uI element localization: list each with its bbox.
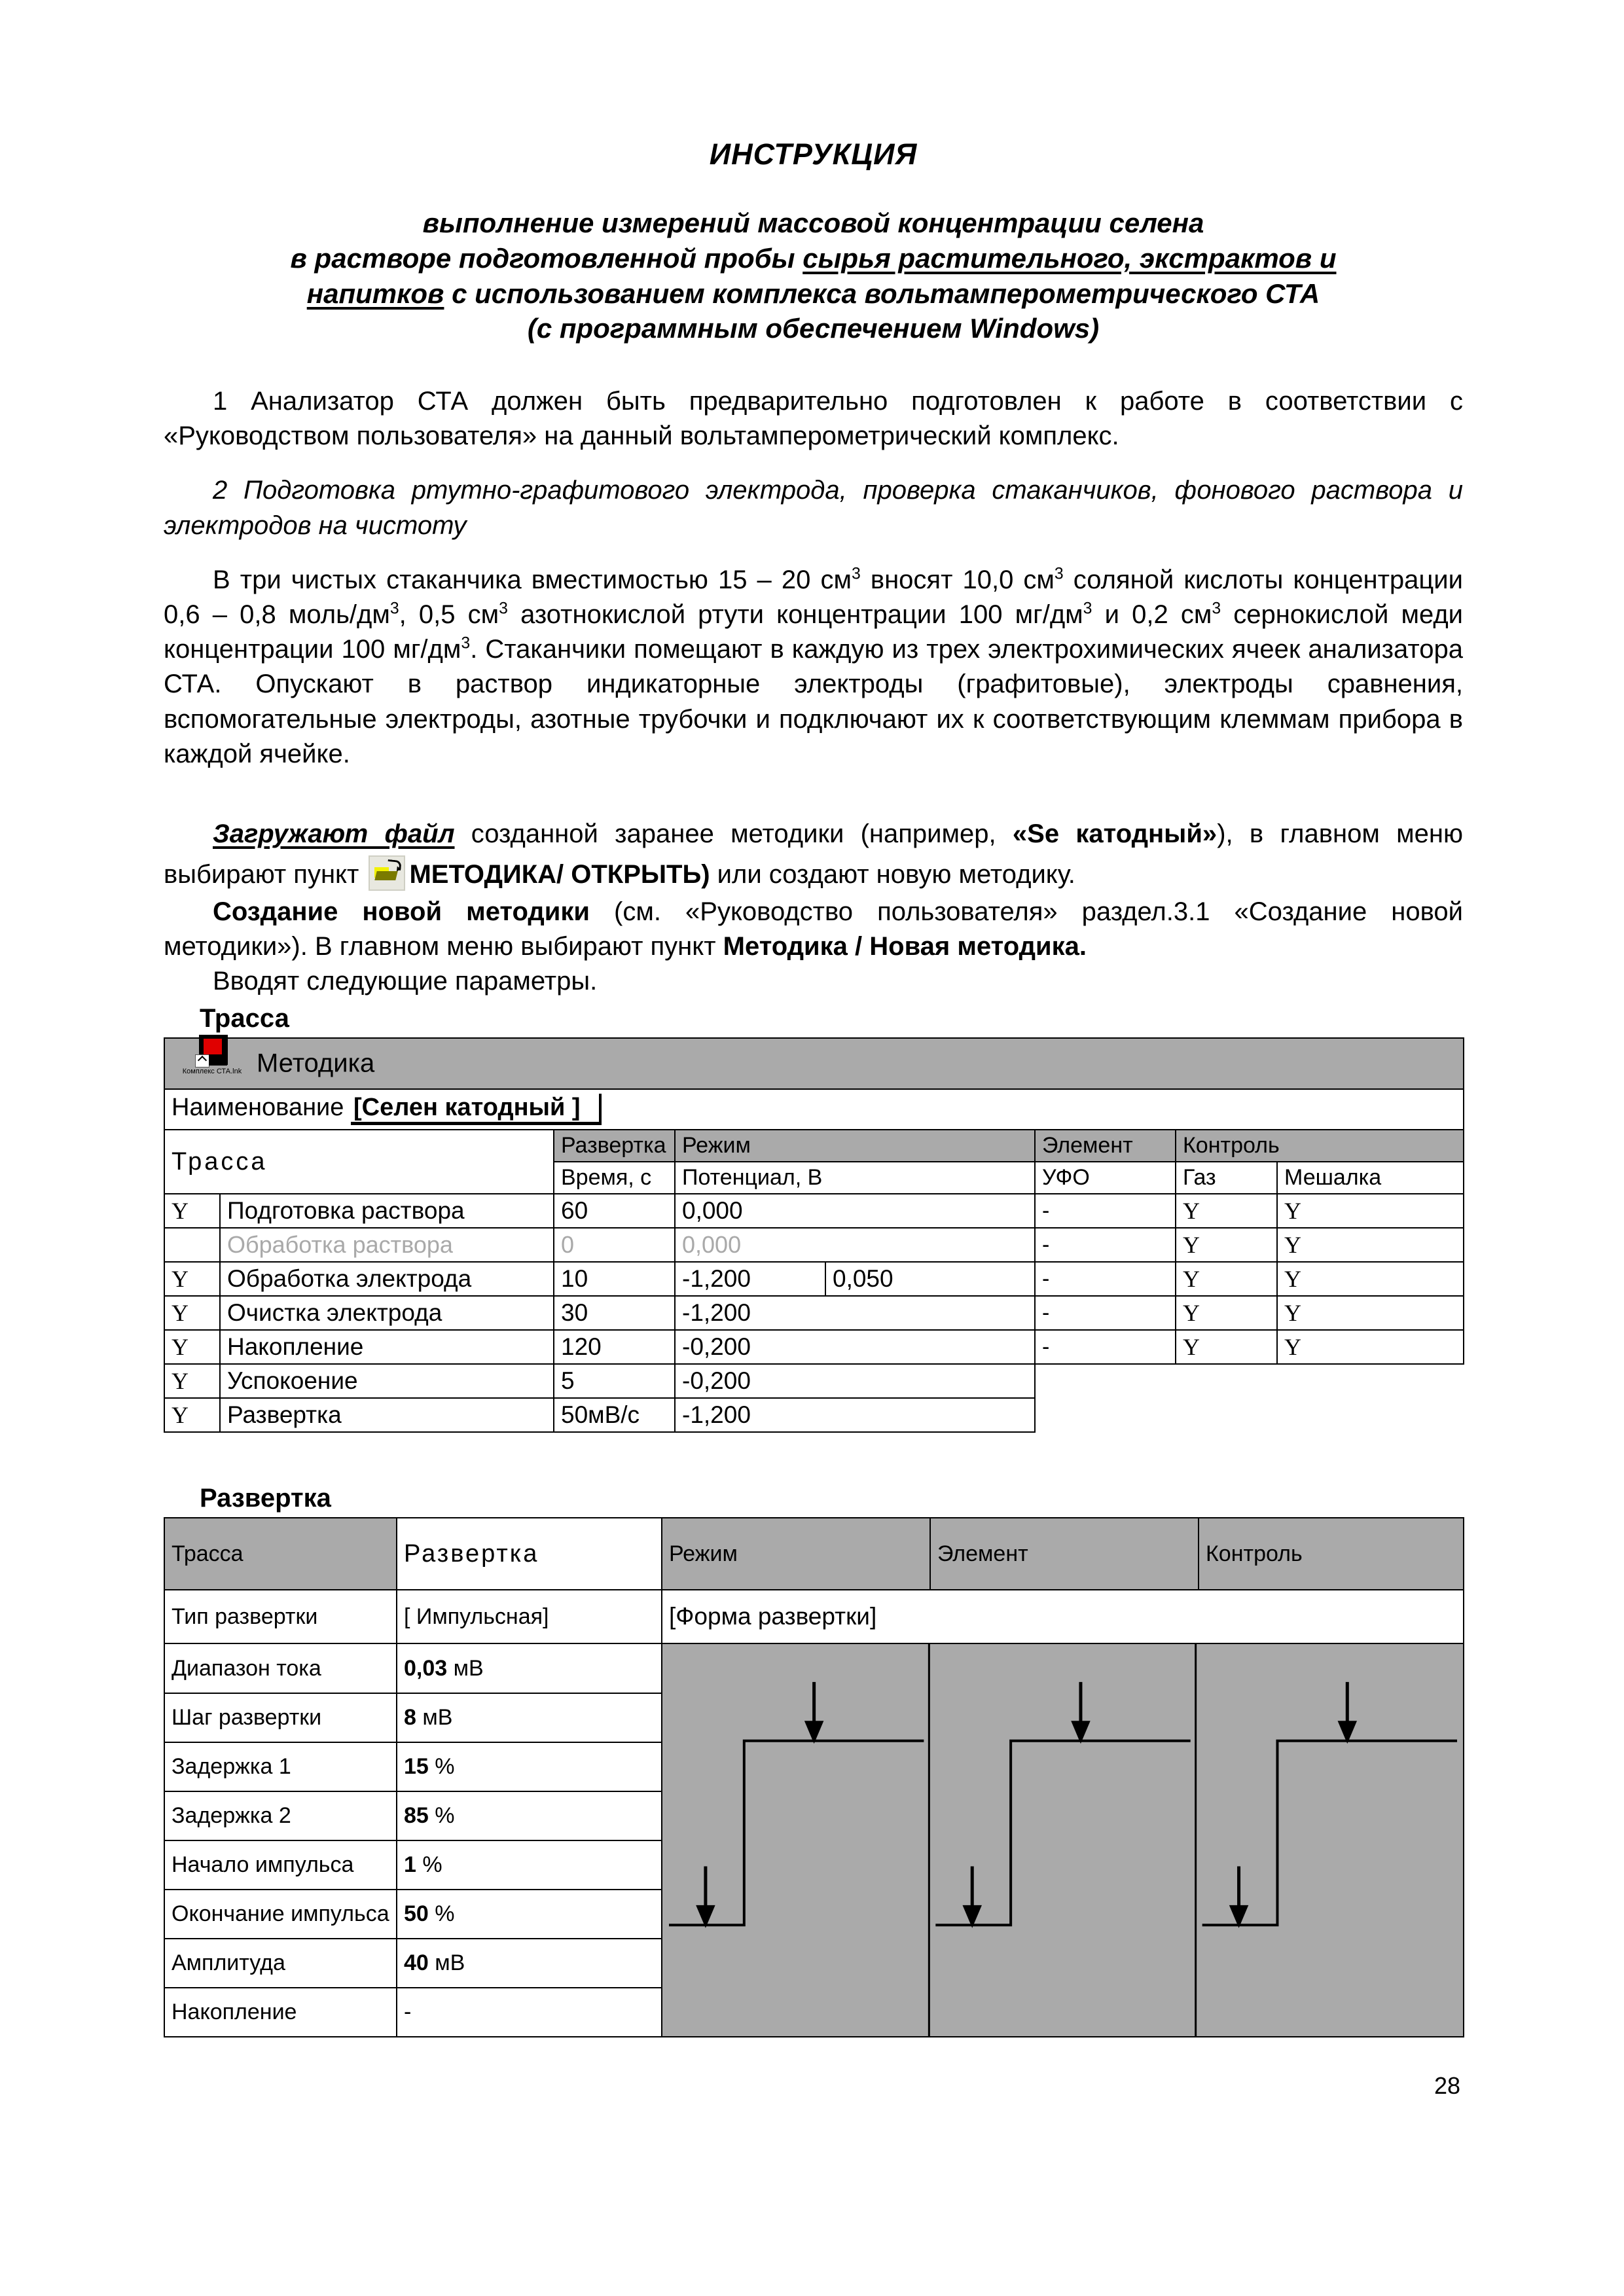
row-gaz: Y bbox=[1176, 1330, 1277, 1364]
table-row[interactable] bbox=[164, 1262, 1464, 1296]
page-content bbox=[164, 137, 1463, 2037]
paragraph-2 bbox=[164, 473, 1463, 543]
row-flag bbox=[164, 1228, 220, 1262]
row-ufo: - bbox=[1035, 1296, 1176, 1330]
row-flag: Y bbox=[164, 1194, 220, 1228]
row-meshalka: Y bbox=[1277, 1296, 1464, 1330]
p3-g: , 0,5 см bbox=[399, 600, 499, 629]
row-meshalka: Y bbox=[1277, 1228, 1464, 1262]
p3-i: азотнокислой ртути концентрации 100 мг/дм bbox=[507, 600, 1083, 629]
t2-label-zaderzhka-1: Задержка 1 bbox=[164, 1742, 397, 1791]
row-time: 120 bbox=[554, 1330, 675, 1364]
t2-header-kontrol[interactable]: Контроль bbox=[1199, 1518, 1464, 1590]
row-name: Успокоение bbox=[220, 1364, 554, 1398]
subtitle-3-underlined: напитков bbox=[306, 278, 444, 309]
subtitle-line-4: (с программным обеспечением Windows) bbox=[527, 313, 1100, 344]
row-ufo: - bbox=[1035, 1228, 1176, 1262]
table-row[interactable] bbox=[164, 1330, 1464, 1364]
p3-k: и 0,2 см bbox=[1092, 600, 1212, 629]
table-row[interactable] bbox=[164, 1296, 1464, 1330]
t2-header-rezhim[interactable]: Режим bbox=[662, 1518, 930, 1590]
p5-t1: (см. «Руководство пользователя» раздел.3.1 «Создание новой методики»). В главном меню выбирают пункт bbox=[164, 897, 1463, 961]
p4-t1: созданной заранее методики (например, bbox=[454, 819, 1013, 848]
table-razvertka bbox=[164, 1517, 1464, 2037]
name-field-value[interactable]: [Селен катодный ] bbox=[351, 1094, 602, 1125]
row-name: Развертка bbox=[220, 1398, 554, 1432]
page-title: ИНСТРУКЦИЯ bbox=[709, 137, 918, 171]
t2-header-trassa[interactable]: Трасса bbox=[164, 1518, 397, 1590]
row-flag: Y bbox=[164, 1364, 220, 1398]
subtitle-line-3 bbox=[164, 276, 1463, 312]
row-name: Обработка раствора bbox=[220, 1228, 554, 1262]
table-row[interactable] bbox=[164, 1194, 1464, 1228]
t2-header-razvertka: Развертка bbox=[397, 1518, 662, 1590]
p3-o: . Стаканчики помещают в каждую из трех электрохимических ячеек анализатора СТА. Опускают в раствор индикаторные электроды (графитовые), электроды сравнения, вспомогательные электроды, азотные трубочки и подключают их к соответствующим клеммам прибора в каждой ячейке. bbox=[164, 635, 1464, 768]
table1-name-row bbox=[164, 1089, 1464, 1130]
t2-value-amplituda[interactable]: 40 мВ bbox=[397, 1939, 662, 1988]
header-kontrol: Контроль bbox=[1176, 1130, 1464, 1162]
row-name: Очистка электрода bbox=[220, 1296, 554, 1330]
paragraph-4 bbox=[164, 814, 1463, 895]
p3-sup-3: 3 bbox=[389, 600, 399, 618]
paragraph-1 bbox=[164, 384, 1463, 454]
row-meshalka: Y bbox=[1277, 1262, 1464, 1296]
row-gaz: Y bbox=[1176, 1262, 1277, 1296]
sozdanie-novoy-metodiki-label: Создание новой методики bbox=[213, 897, 590, 926]
table2-row[interactable] bbox=[164, 1643, 1464, 1693]
table1-window-bar-row bbox=[164, 1038, 1464, 1089]
row-potential-2: 0,050 bbox=[825, 1262, 1035, 1296]
kompleks-sta-icon-label: Комплекс СТА.lnk bbox=[182, 1067, 242, 1076]
row-flag: Y bbox=[164, 1398, 220, 1432]
window-title-text: Методика bbox=[257, 1049, 375, 1078]
paragraph-3 bbox=[164, 563, 1463, 772]
forma-razvertki-label: [Форма развертки] bbox=[662, 1590, 1464, 1643]
row-potential: -1,200 bbox=[675, 1296, 1035, 1330]
row-time: 60 bbox=[554, 1194, 675, 1228]
p3-sup-5: 3 bbox=[1083, 600, 1092, 618]
subtitle-2-underlined: сырья растительного, экстрактов и bbox=[803, 242, 1337, 274]
row-ufo: - bbox=[1035, 1330, 1176, 1364]
metodika-novaya-metodika-menu-label: Методика / Новая методика. bbox=[723, 932, 1087, 961]
row-time: 30 bbox=[554, 1296, 675, 1330]
open-folder-icon[interactable] bbox=[369, 855, 405, 891]
name-field-cell bbox=[164, 1089, 1464, 1130]
row-time: 5 bbox=[554, 1364, 675, 1398]
window-title-bar bbox=[164, 1038, 1464, 1089]
row-potential: -1,200 bbox=[675, 1398, 1035, 1432]
paragraph-6-text: Вводят следующие параметры. bbox=[213, 967, 598, 996]
p4-t3: или создают новую методику. bbox=[710, 859, 1075, 889]
zagruzhayut-fayl-label: Загружают файл bbox=[213, 819, 455, 848]
row-meshalka: Y bbox=[1277, 1330, 1464, 1364]
subtitle-2-plain: в растворе подготовленной пробы bbox=[290, 242, 803, 274]
p3-sup-6: 3 bbox=[1212, 600, 1221, 618]
row-potential: 0,000 bbox=[675, 1194, 1035, 1228]
waveform-svg bbox=[662, 1644, 1463, 2036]
se-katodnyy-label: «Se катодный» bbox=[1012, 819, 1218, 848]
row-ufo: - bbox=[1035, 1262, 1176, 1296]
paragraph-2-text: 2 Подготовка ртутно-графитового электрода, проверка стаканчиков, фонового раствора и электродов на чистоту bbox=[164, 476, 1463, 540]
t2-label-tip-razvertki: Тип развертки bbox=[164, 1590, 397, 1643]
header-razvertka: Развертка bbox=[554, 1130, 675, 1162]
table2-caption: Развертка bbox=[200, 1484, 331, 1513]
t2-value-zaderzhka-1[interactable]: 15 % bbox=[397, 1742, 662, 1791]
t2-label-shag-razvertki: Шаг развертки bbox=[164, 1693, 397, 1742]
header-element: Элемент bbox=[1035, 1130, 1176, 1162]
table1-caption: Трасса bbox=[200, 1004, 289, 1033]
row-potential: 0,000 bbox=[675, 1228, 1035, 1262]
t2-label-okonchanie-impulsa: Окончание импульса bbox=[164, 1890, 397, 1939]
row-name: Обработка электрода bbox=[220, 1262, 554, 1296]
header-rezhim: Режим bbox=[675, 1130, 1035, 1162]
t2-value-shag-razvertki[interactable]: 8 мВ bbox=[397, 1693, 662, 1742]
waveform-diagram bbox=[662, 1643, 1464, 2037]
subtitle-line-2 bbox=[164, 241, 1463, 276]
header-trassa: Трасса bbox=[164, 1130, 554, 1194]
name-field-label: Наименование bbox=[171, 1094, 344, 1122]
row-potential: -0,200 bbox=[675, 1330, 1035, 1364]
row-potential: -0,200 bbox=[675, 1364, 1035, 1398]
subheader-potencial: Потенциал, В bbox=[675, 1162, 1035, 1194]
p3-sup-2: 3 bbox=[1054, 565, 1064, 583]
t2-value-diapazon-toka[interactable]: 0,03 мВ bbox=[397, 1643, 662, 1693]
subtitle-3-plain: с использованием комплекса вольтамперометрического СТА bbox=[444, 278, 1320, 309]
paragraph-5 bbox=[164, 895, 1463, 964]
row-gaz: Y bbox=[1176, 1296, 1277, 1330]
subheader-meshalka: Мешалка bbox=[1277, 1162, 1464, 1194]
table-row[interactable] bbox=[164, 1228, 1464, 1262]
t2-value-okonchanie-impulsa[interactable]: 50 % bbox=[397, 1890, 662, 1939]
row-potential-1: -1,200 bbox=[675, 1262, 825, 1296]
document-title-block bbox=[164, 137, 1463, 346]
t2-label-diapazon-toka: Диапазон тока bbox=[164, 1643, 397, 1693]
table2-header-row bbox=[164, 1518, 1464, 1590]
row-name: Накопление bbox=[220, 1330, 554, 1364]
t2-value-tip-razvertki[interactable]: [ Импульсная] bbox=[397, 1590, 662, 1643]
t2-label-nakoplenie: Накопление bbox=[164, 1988, 397, 2037]
row-meshalka: Y bbox=[1277, 1194, 1464, 1228]
row-gaz: Y bbox=[1176, 1194, 1277, 1228]
row-time: 10 bbox=[554, 1262, 675, 1296]
row-flag: Y bbox=[164, 1296, 220, 1330]
t2-label-zaderzhka-2: Задержка 2 bbox=[164, 1791, 397, 1840]
p3-m: сернокислой меди концентрации 100 мг/дм bbox=[164, 600, 1464, 664]
t2-value-nachalo-impulsa[interactable]: 1 % bbox=[397, 1840, 662, 1890]
p3-sup-1: 3 bbox=[851, 565, 861, 583]
subheader-ufo: УФО bbox=[1035, 1162, 1176, 1194]
subheader-gaz: Газ bbox=[1176, 1162, 1277, 1194]
row-flag: Y bbox=[164, 1330, 220, 1364]
paragraph-6 bbox=[164, 964, 1463, 999]
paragraph-1-text: 1 Анализатор СТА должен быть предварительно подготовлен к работе в соответствии с «Руководством пользователя» на данный вольтамперометрический комплекс. bbox=[164, 387, 1463, 451]
table2-row-tip[interactable] bbox=[164, 1590, 1464, 1643]
table-row[interactable] bbox=[164, 1364, 1464, 1398]
t2-label-nachalo-impulsa: Начало импульса bbox=[164, 1840, 397, 1890]
p3-a: В три чистых стаканчика вместимостью 15 – 20 см bbox=[213, 565, 852, 594]
metodika-otkryt-menu-label: МЕТОДИКА/ ОТКРЫТЬ) bbox=[409, 859, 710, 889]
row-time: 50мВ/с bbox=[554, 1398, 675, 1432]
row-gaz: Y bbox=[1176, 1228, 1277, 1262]
p3-sup-4: 3 bbox=[499, 600, 508, 618]
t2-header-element[interactable]: Элемент bbox=[930, 1518, 1199, 1590]
row-empty-tail bbox=[1035, 1364, 1464, 1398]
table-row[interactable] bbox=[164, 1398, 1464, 1432]
t2-label-amplituda: Амплитуда bbox=[164, 1939, 397, 1988]
p4-t2: ), в главном меню выбирают пункт bbox=[164, 819, 1463, 889]
row-name: Подготовка раствора bbox=[220, 1194, 554, 1228]
p3-c: вносят 10,0 см bbox=[860, 565, 1055, 594]
row-ufo: - bbox=[1035, 1194, 1176, 1228]
kompleks-sta-shortcut-icon[interactable] bbox=[183, 1035, 240, 1087]
t2-value-zaderzhka-2[interactable]: 85 % bbox=[397, 1791, 662, 1840]
row-time: 0 bbox=[554, 1228, 675, 1262]
table-trassa bbox=[164, 1037, 1464, 1433]
t2-value-nakoplenie[interactable]: - bbox=[397, 1988, 662, 2037]
subheader-vremya: Время, с bbox=[554, 1162, 675, 1194]
p3-e: соляной кислоты концентрации 0,6 – 0,8 моль/дм bbox=[164, 565, 1463, 629]
row-empty-tail bbox=[1035, 1398, 1464, 1432]
table1-group-header-row bbox=[164, 1130, 1464, 1162]
subtitle-line-1: выполнение измерений массовой концентрации селена bbox=[422, 207, 1204, 238]
row-flag: Y bbox=[164, 1262, 220, 1296]
page-number: 28 bbox=[1434, 2072, 1460, 2099]
p3-sup-7: 3 bbox=[461, 634, 471, 653]
